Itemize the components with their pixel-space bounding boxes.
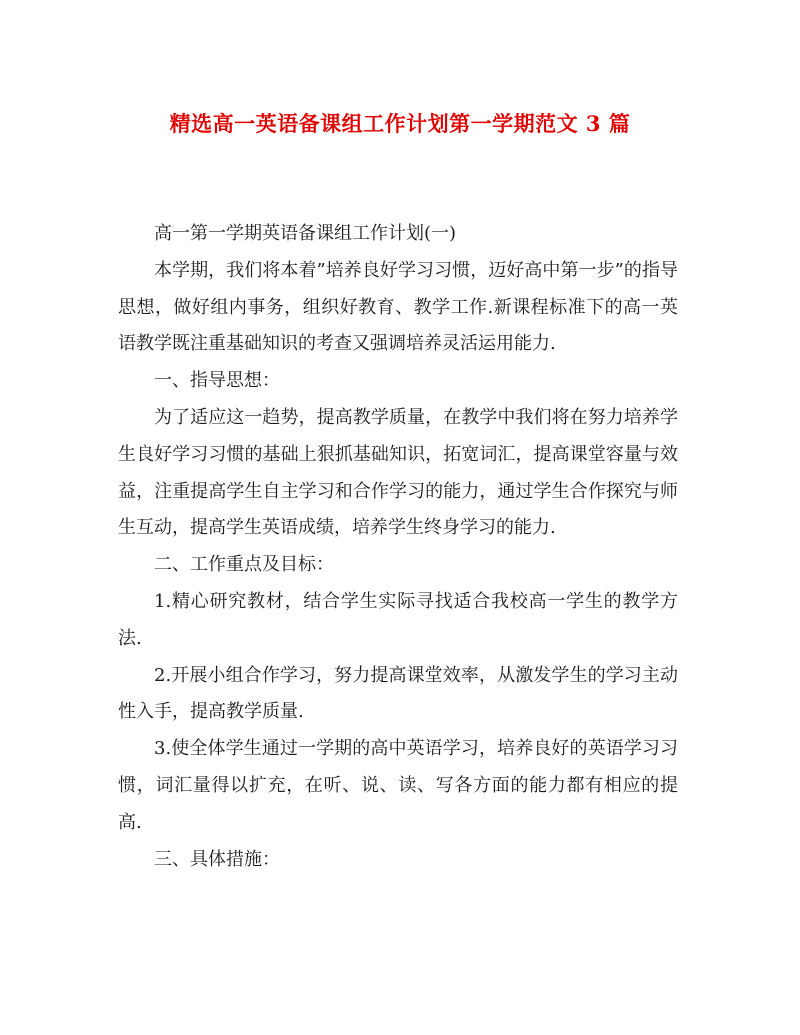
guiding-idea-paragraph: 为了适应这一趋势，提高教学质量，在教学中我们将在努力培养学生良好学习习惯的基础上狠抓基础知识，拓宽词汇，提高课堂容量与效益，注重提高学生自主学习和合作学习的能力，通过学生合作探究与师生互动，提高学生英语成绩，培养学生终身学习的能力. (118, 406, 678, 539)
goal-item-2: 2.开展小组合作学习，努力提高课堂效率，从激发学生的学习主动性入手，提高教学质量. (118, 664, 678, 723)
goal-item-1: 1.精心研究教材，结合学生实际寻找适合我校高一学生的教学方法. (118, 590, 678, 649)
document-title: 精选高一英语备课组工作计划第一学期范文 3 篇 (169, 111, 631, 136)
goal-item-3: 3.使全体学生通过一学期的高中英语学习，培养良好的英语学习习惯，词汇量得以扩充，在听、说、读、写各方面的能力都有相应的提高. (118, 738, 678, 833)
intro-paragraph: 本学期，我们将本着”培养良好学习习惯，迈好高中第一步”的指导思想，做好组内事务，组织好教育、教学工作.新课程标准下的高一英语教学既注重基础知识的考查又强调培养灵活运用能力. (118, 259, 678, 355)
document-body (118, 216, 678, 878)
section-heading-guiding-idea: 一、指导思想： (154, 370, 280, 392)
plan-heading: 高一第一学期英语备课组工作计划(一) (154, 223, 457, 244)
section-heading-key-goals: 二、工作重点及目标： (154, 554, 334, 576)
section-heading-measures: 三、具体措施： (154, 848, 280, 870)
